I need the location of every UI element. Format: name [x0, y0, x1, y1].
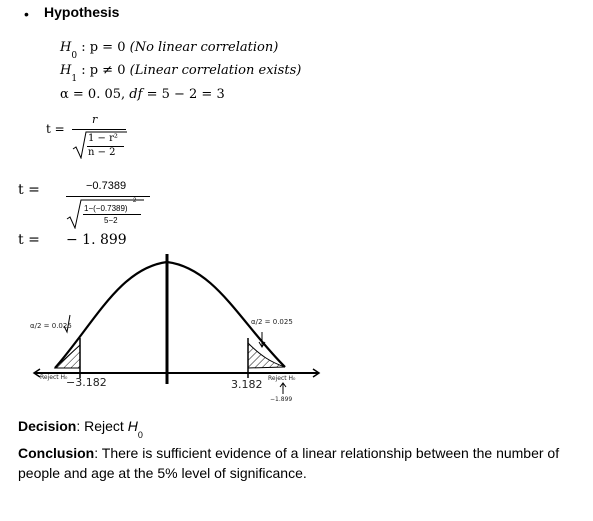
bullet-icon: • [24, 6, 29, 22]
h0-note: (No linear correlation) [129, 40, 279, 55]
formula-t-eq: t = [46, 122, 65, 136]
decision-h: H [127, 418, 138, 434]
computation-inner-bottom: 5−2 [104, 216, 118, 225]
computation-t-eq: t = [18, 182, 40, 198]
alpha-value: α = 0. 05, [60, 87, 126, 102]
conclusion-text: : There is sufficient evidence of a linear relationship between the number of people and age at the 5% level of significance. [18, 445, 560, 481]
right-reject-label: Reject H₀ [268, 375, 296, 382]
computation-exponent: 2 [133, 198, 137, 204]
decision-sub: 0 [137, 429, 143, 440]
conclusion-paragraph [18, 443, 583, 483]
h0-subscript: 0 [71, 50, 78, 61]
formula-numerator: r [92, 113, 98, 126]
h1-note: (Linear correlation exists) [129, 63, 302, 78]
left-critical-value: −3.182 [66, 376, 107, 389]
h1-relation: : p ≠ 0 [81, 63, 126, 78]
left-reject-label: Reject H₀ [40, 374, 68, 381]
decision-label: Decision [18, 418, 77, 434]
h1-subscript: 1 [71, 73, 78, 84]
computation-inner-top: 1−(−0.7389) [84, 204, 128, 213]
right-alpha-label: α/2 = 0.025 [251, 318, 293, 326]
df-label: df [129, 87, 143, 102]
h0-symbol: H [60, 40, 72, 55]
decision-text: : Reject [76, 418, 128, 434]
t-result: − 1. 899 [66, 232, 127, 248]
left-alpha-label: α/2 = 0.025 [30, 322, 72, 330]
test-value-label: −1.899 [270, 396, 293, 403]
right-critical-value: 3.182 [231, 378, 263, 391]
decision-line [18, 418, 143, 440]
computation-numerator: −0.7389 [86, 180, 127, 192]
section-heading: Hypothesis [44, 4, 120, 20]
result-t-eq: t = [18, 232, 40, 248]
conclusion-label: Conclusion [18, 445, 95, 461]
formula-denom-bottom: n − 2 [88, 147, 116, 158]
h0-relation: : p = 0 [81, 40, 126, 55]
formula-denom-top: 1 − r² [88, 133, 118, 144]
h1-symbol: H [60, 63, 72, 78]
df-expression: = 5 − 2 = 3 [146, 87, 225, 102]
left-rejection-region [55, 345, 80, 368]
